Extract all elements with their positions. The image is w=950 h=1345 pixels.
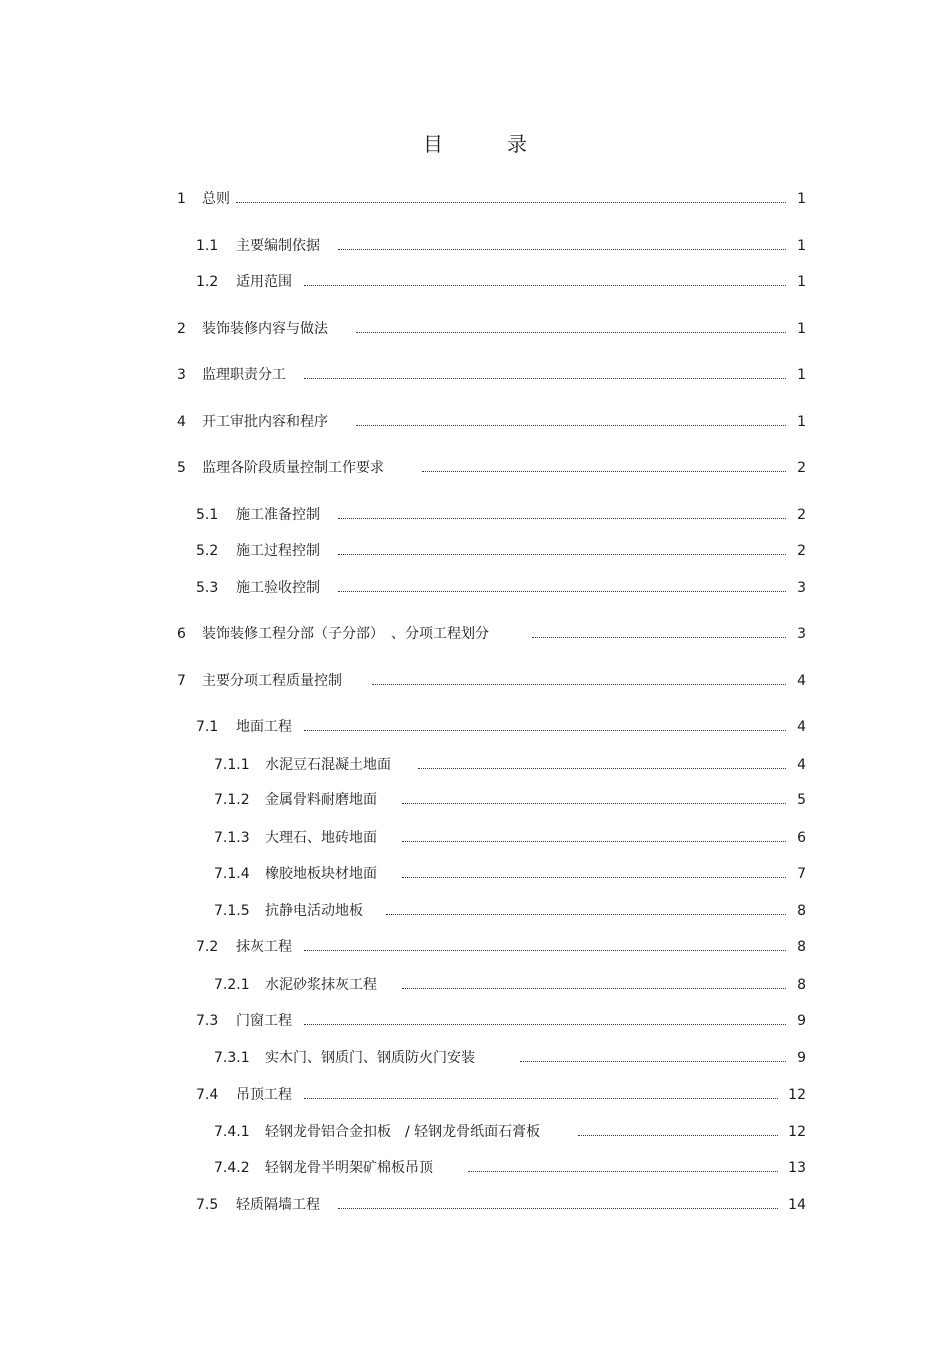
toc-entry-page: 8 xyxy=(797,903,806,919)
toc-entry[interactable] xyxy=(0,1085,950,1105)
toc-dot-leader xyxy=(418,768,786,769)
toc-entry-title: 开工审批内容和程序 xyxy=(202,414,328,430)
toc-entry-title: 主要分项工程质量控制 xyxy=(202,673,342,689)
toc-entry-page: 7 xyxy=(797,866,806,882)
toc-entry-title: 监理职责分工 xyxy=(202,367,286,383)
toc-entry[interactable] xyxy=(0,864,950,884)
toc-entry-number: 7.3.1 xyxy=(214,1050,250,1066)
toc-entry[interactable] xyxy=(0,1011,950,1031)
toc-title: 目 录 xyxy=(423,132,549,156)
toc-entry[interactable] xyxy=(0,901,950,921)
toc-entry-title: 地面工程 xyxy=(236,719,292,735)
toc-entry-number: 5.3 xyxy=(196,580,219,596)
toc-entry-page: 1 xyxy=(797,238,806,254)
toc-entry-page: 2 xyxy=(797,460,806,476)
toc-entry-page: 12 xyxy=(788,1087,806,1103)
toc-entry-page: 3 xyxy=(797,626,806,642)
toc-dot-leader xyxy=(304,378,786,379)
toc-dot-leader xyxy=(578,1135,778,1136)
toc-entry[interactable] xyxy=(0,189,950,209)
toc-entry-title: 施工验收控制 xyxy=(236,580,320,596)
toc-entry-number: 7.1.4 xyxy=(214,866,250,882)
toc-entry[interactable] xyxy=(0,236,950,256)
toc-dot-leader xyxy=(468,1171,778,1172)
toc-entry[interactable] xyxy=(0,624,950,644)
toc-dot-leader xyxy=(338,1208,778,1209)
toc-entry[interactable] xyxy=(0,412,950,432)
toc-entry[interactable] xyxy=(0,828,950,848)
toc-entry[interactable] xyxy=(0,937,950,957)
toc-entry-number: 5.2 xyxy=(196,543,219,559)
toc-dot-leader xyxy=(338,249,786,250)
toc-entry[interactable] xyxy=(0,1122,950,1142)
toc-entry[interactable] xyxy=(0,1158,950,1178)
toc-entry-title: 抗静电活动地板 xyxy=(265,903,363,919)
toc-entry-number: 7.2.1 xyxy=(214,977,250,993)
toc-entry[interactable] xyxy=(0,671,950,691)
toc-entry-number: 3 xyxy=(177,367,186,383)
toc-dot-leader xyxy=(304,950,786,951)
toc-entry-number: 7.4 xyxy=(196,1087,219,1103)
toc-entry-number: 7.4.2 xyxy=(214,1160,250,1176)
toc-dot-leader xyxy=(304,1098,778,1099)
toc-entry-page: 4 xyxy=(797,673,806,689)
toc-entry-number: 5 xyxy=(177,460,186,476)
toc-entry-number: 1 xyxy=(177,191,186,207)
toc-entry-number: 7.3 xyxy=(196,1013,219,1029)
toc-entry-title: 主要编制依据 xyxy=(236,238,320,254)
toc-dot-leader xyxy=(520,1061,786,1062)
toc-entry[interactable] xyxy=(0,755,950,775)
toc-entry-page: 8 xyxy=(797,939,806,955)
toc-entry-title: 装饰装修工程分部（子分部） 、分项工程划分 xyxy=(202,626,489,642)
toc-entry[interactable] xyxy=(0,319,950,339)
toc-entry-page: 12 xyxy=(788,1124,806,1140)
toc-dot-leader xyxy=(402,877,786,878)
toc-entry-title: 门窗工程 xyxy=(236,1013,292,1029)
toc-entry-page: 14 xyxy=(788,1197,806,1213)
toc-entry-title: 施工过程控制 xyxy=(236,543,320,559)
toc-entry-page: 1 xyxy=(797,414,806,430)
toc-dot-leader xyxy=(338,518,786,519)
toc-entry-page: 6 xyxy=(797,830,806,846)
toc-entry-number: 4 xyxy=(177,414,186,430)
toc-entry-number: 2 xyxy=(177,321,186,337)
toc-dot-leader xyxy=(236,202,786,203)
toc-entry-number: 7.4.1 xyxy=(214,1124,250,1140)
toc-entry-number: 7.1 xyxy=(196,719,219,735)
toc-dot-leader xyxy=(304,285,786,286)
toc-dot-leader xyxy=(386,914,786,915)
toc-dot-leader xyxy=(356,332,786,333)
toc-entry-title: 金属骨料耐磨地面 xyxy=(265,792,377,808)
toc-entry-page: 4 xyxy=(797,757,806,773)
toc-entry-number: 7.5 xyxy=(196,1197,219,1213)
toc-entry-page: 4 xyxy=(797,719,806,735)
toc-entry-number: 5.1 xyxy=(196,507,219,523)
toc-dot-leader xyxy=(338,554,786,555)
toc-entry-number: 7.2 xyxy=(196,939,219,955)
toc-entry-number: 1.2 xyxy=(196,274,219,290)
toc-entry-title: 橡胶地板块材地面 xyxy=(265,866,377,882)
toc-entry[interactable] xyxy=(0,458,950,478)
toc-entry-number: 7.1.2 xyxy=(214,792,250,808)
toc-entry[interactable] xyxy=(0,272,950,292)
toc-entry-number: 7.1.5 xyxy=(214,903,250,919)
toc-entry-page: 9 xyxy=(797,1050,806,1066)
toc-dot-leader xyxy=(532,637,786,638)
toc-dot-leader xyxy=(356,425,786,426)
toc-dot-leader xyxy=(372,684,786,685)
toc-entry-page: 5 xyxy=(797,792,806,808)
toc-entry-number: 7.1.1 xyxy=(214,757,250,773)
toc-entry[interactable] xyxy=(0,790,950,810)
toc-entry-title: 轻质隔墙工程 xyxy=(236,1197,320,1213)
toc-entry-title: 轻钢龙骨半明架矿棉板吊顶 xyxy=(265,1160,433,1176)
toc-entry-title: 施工准备控制 xyxy=(236,507,320,523)
toc-dot-leader xyxy=(402,988,786,989)
toc-entry-title: 吊顶工程 xyxy=(236,1087,292,1103)
toc-dot-leader xyxy=(304,1024,786,1025)
toc-entry-title: 轻钢龙骨铝合金扣板 / 轻钢龙骨纸面石膏板 xyxy=(265,1124,541,1140)
toc-entry[interactable] xyxy=(0,975,950,995)
toc-entry-page: 8 xyxy=(797,977,806,993)
toc-entry-title: 大理石、地砖地面 xyxy=(265,830,377,846)
toc-dot-leader xyxy=(422,471,786,472)
toc-dot-leader xyxy=(402,803,786,804)
toc-entry[interactable] xyxy=(0,541,950,561)
toc-entry-page: 2 xyxy=(797,507,806,523)
toc-entry-title: 总则 xyxy=(202,191,230,207)
toc-entry[interactable] xyxy=(0,1048,950,1068)
toc-entry-title: 监理各阶段质量控制工作要求 xyxy=(202,460,384,476)
toc-entry-title: 水泥砂浆抹灰工程 xyxy=(265,977,377,993)
toc-entry-number: 1.1 xyxy=(196,238,219,254)
toc-dot-leader xyxy=(338,591,786,592)
toc-entry-title: 装饰装修内容与做法 xyxy=(202,321,328,337)
toc-dot-leader xyxy=(402,841,786,842)
toc-entry-page: 13 xyxy=(788,1160,806,1176)
toc-entry-page: 2 xyxy=(797,543,806,559)
toc-entry[interactable] xyxy=(0,717,950,737)
toc-entry-page: 3 xyxy=(797,580,806,596)
toc-dot-leader xyxy=(304,730,786,731)
toc-entry[interactable] xyxy=(0,505,950,525)
toc-entry-title: 适用范围 xyxy=(236,274,292,290)
toc-entry-title: 水泥豆石混凝土地面 xyxy=(265,757,391,773)
toc-entry-page: 9 xyxy=(797,1013,806,1029)
toc-entry-title: 抹灰工程 xyxy=(236,939,292,955)
toc-entry-page: 1 xyxy=(797,321,806,337)
toc-entry-page: 1 xyxy=(797,191,806,207)
toc-entry[interactable] xyxy=(0,578,950,598)
toc-entry-title: 实木门、钢质门、钢质防火门安装 xyxy=(265,1050,475,1066)
toc-entry-page: 1 xyxy=(797,274,806,290)
toc-entry-number: 7 xyxy=(177,673,186,689)
toc-entry-number: 7.1.3 xyxy=(214,830,250,846)
toc-entry[interactable] xyxy=(0,1195,950,1215)
toc-entry-page: 1 xyxy=(797,367,806,383)
toc-entry[interactable] xyxy=(0,365,950,385)
toc-entry-number: 6 xyxy=(177,626,186,642)
